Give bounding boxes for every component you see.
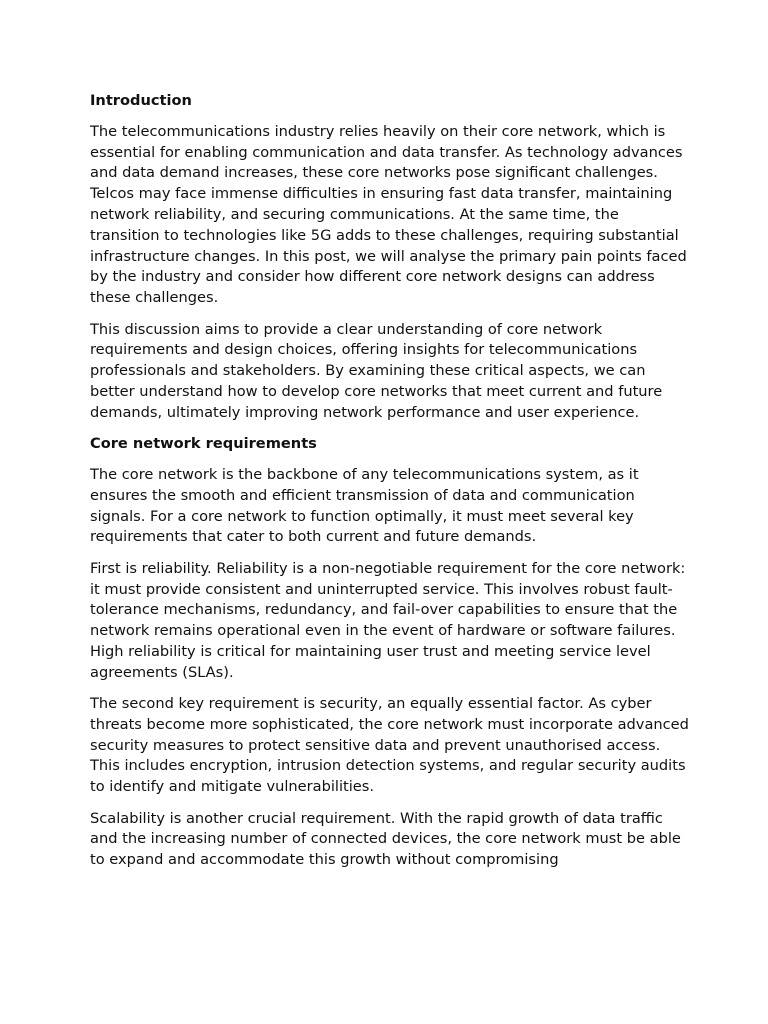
heading-introduction: Introduction [90,92,192,109]
section-core-network-requirements [90,434,690,871]
paragraph: Scalability is another crucial requirement. With the rapid growth of data traffic and the increasing number of connected devices, the core network must be able to expand and accommodate this growth without compromising [90,809,681,869]
paragraph: The telecommunications industry relies heavily on their core network, which is essential for enabling communication and data transfer. As technology advances and data demand increases, these core networks pose significant challenges. Telcos may face immense difficulties in ensuring fast data transfer, maintaining network reliability, and securing communications. At the same time, the transition to technologies like 5G adds to these challenges, requiring substantial infrastructure changes. In this post, we will analyse the primary pain points faced by the industry and consider how different core network designs can address these challenges. [90,122,687,307]
paragraph: First is reliability. Reliability is a non-negotiable requirement for the core network: it must provide consistent and uninterrupted service. This involves robust fault-tolerance mechanisms, redundancy, and fail-over capabilities to ensure that the network remains operational even in the event of hardware or software failures. High reliability is critical for maintaining user trust and meeting service level agreements (SLAs). [90,559,686,681]
section-introduction [90,91,690,424]
paragraph: This discussion aims to provide a clear understanding of core network requirements and design choices, offering insights for telecommunications professionals and stakeholders. By examining these critical aspects, we can better understand how to develop core networks that meet current and future demands, ultimately improving network performance and user experience. [90,320,663,421]
document-page [90,91,690,882]
heading-core-network-requirements: Core network requirements [90,435,317,453]
paragraph: The second key requirement is security, an equally essential factor. As cyber threats become more sophisticated, the core network must incorporate advanced security measures to protect sensitive data and prevent unauthorised access. This includes encryption, intrusion detection systems, and regular security audits to identify and mitigate vulnerabilities. [90,695,689,796]
paragraph: The core network is the backbone of any telecommunications system, as it ensures the smooth and efficient transmission of data and communication signals. For a core network to function optimally, it must meet several key requirements that cater to both current and future demands. [90,465,639,546]
